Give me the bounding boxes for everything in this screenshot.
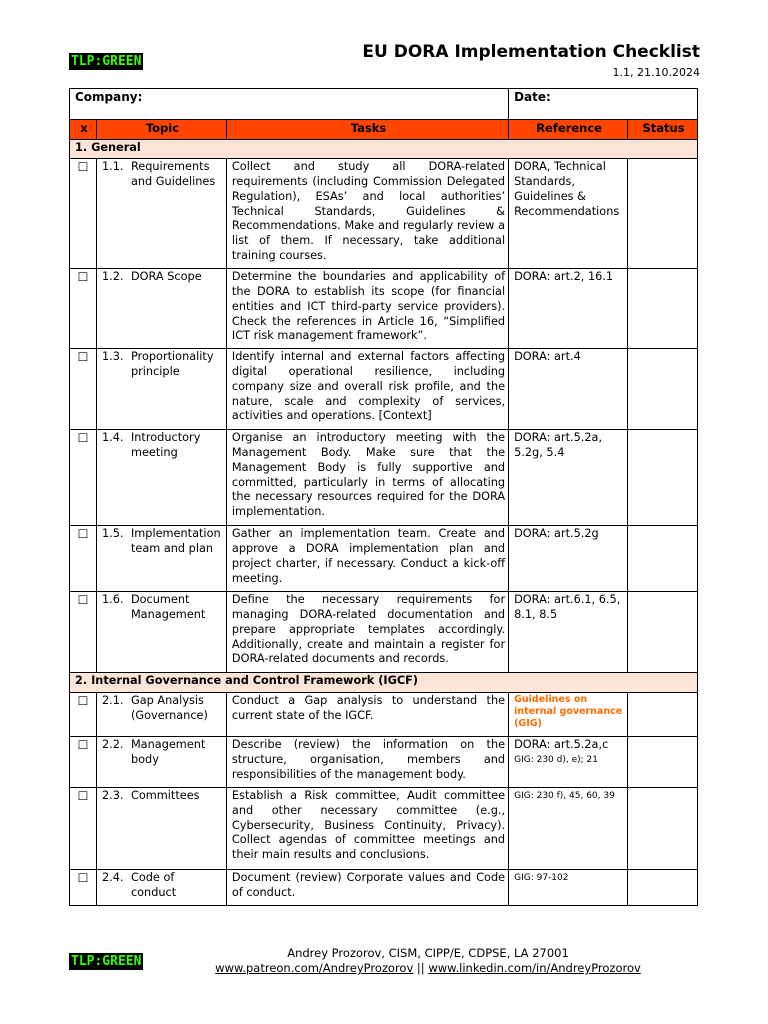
item-topic: Gap Analysis (Governance) bbox=[130, 694, 208, 722]
checkbox[interactable]: ☐ bbox=[70, 788, 97, 870]
item-task: Define the necessary requirements for managing DORA-related documentation and prepare appropriate templates accordingly. Additionally, create and maintain a register for DORA-related documents and records. bbox=[226, 592, 508, 673]
item-task: Organise an introductory meeting with the Management Body. Make sure that the Management Body is fully supportive and committed, particularly in terms of allocating the necessary resources required for the DORA implementation. bbox=[226, 430, 508, 526]
item-status[interactable] bbox=[628, 159, 698, 269]
item-status[interactable] bbox=[628, 349, 698, 430]
col-tasks: Tasks bbox=[226, 120, 508, 140]
company-date-row bbox=[70, 89, 698, 120]
item-task: Gather an implementation team. Create and approve a DORA implementation plan and project charter, if necessary. Conduct a kick-off meeting. bbox=[226, 526, 508, 592]
checkbox[interactable]: ☐ bbox=[70, 159, 97, 269]
item-task: Document (review) Corporate values and Code of conduct. bbox=[226, 870, 508, 906]
item-topic: Introductory meeting bbox=[130, 431, 201, 460]
section-title: 2. Internal Governance and Control Framework (IGCF) bbox=[70, 673, 698, 693]
item-reference: DORA, Technical Standards, Guidelines & Recommendations bbox=[509, 159, 628, 269]
checkbox[interactable]: ☐ bbox=[70, 269, 97, 349]
item-reference: DORA: art.5.2a, 5.2g, 5.4 bbox=[509, 430, 628, 526]
item-status[interactable] bbox=[628, 526, 698, 592]
item-number: 2.4. bbox=[101, 871, 124, 885]
item-task: Describe (review) the information on the structure, organisation, members and responsibilities of the management body. bbox=[226, 737, 508, 788]
linkedin-link[interactable]: www.linkedin.com/in/AndreyProzorov bbox=[428, 961, 641, 975]
col-topic: Topic bbox=[96, 120, 226, 140]
section-igcf bbox=[70, 673, 698, 693]
item-reference: DORA: art.5.2g bbox=[509, 526, 628, 592]
table-row bbox=[70, 693, 698, 737]
item-number: 1.4. bbox=[101, 431, 124, 445]
item-reference: DORA: art.2, 16.1 bbox=[509, 269, 628, 349]
item-topic: Document Management bbox=[130, 593, 206, 622]
table-row bbox=[70, 430, 698, 526]
patreon-link[interactable]: www.patreon.com/AndreyProzorov bbox=[215, 961, 414, 975]
checkbox[interactable]: ☐ bbox=[70, 693, 97, 737]
item-task: Establish a Risk committee, Audit committee and other necessary committee (e.g., Cybersecurity, Business Continuity, Privacy). Collect agendas of committee meetings and their main results and conclusions. bbox=[226, 788, 508, 870]
item-reference: GIG: 97-102 bbox=[509, 870, 628, 906]
footer-author: Andrey Prozorov, CISM, CIPP/E, CDPSE, LA 27001 bbox=[287, 946, 569, 960]
item-status[interactable] bbox=[628, 788, 698, 870]
col-x: x bbox=[70, 120, 97, 140]
item-status[interactable] bbox=[628, 693, 698, 737]
item-number: 1.1. bbox=[101, 160, 124, 174]
item-number: 1.6. bbox=[101, 593, 124, 607]
footer-links bbox=[200, 961, 656, 976]
item-status[interactable] bbox=[628, 870, 698, 906]
table-row bbox=[70, 592, 698, 673]
table-row bbox=[70, 526, 698, 592]
checkbox[interactable]: ☐ bbox=[70, 870, 97, 906]
checkbox[interactable]: ☐ bbox=[70, 526, 97, 592]
item-reference: Guidelines on internal governance (GIG) bbox=[509, 693, 628, 737]
item-topic: DORA Scope bbox=[130, 270, 202, 284]
item-reference bbox=[509, 737, 628, 788]
item-number: 1.5. bbox=[101, 527, 124, 541]
table-row bbox=[70, 269, 698, 349]
checkbox[interactable]: ☐ bbox=[70, 737, 97, 788]
item-reference-gig: GIG: 230 d), e); 21 bbox=[514, 754, 598, 765]
item-reference: GIG: 230 f), 45, 60, 39 bbox=[509, 788, 628, 870]
section-general bbox=[70, 139, 698, 159]
item-reference-main: DORA: art.5.2a,c bbox=[514, 738, 609, 752]
item-task: Collect and study all DORA-related requirements (including Commission Delegated Regulation), ESAs’ and local authorities’ Technical Standards, Guidelines & Recommendations. Make and regularly review a list of them. If necessary, take additional training courses. bbox=[226, 159, 508, 269]
company-field[interactable]: Company: bbox=[70, 89, 509, 120]
table-row bbox=[70, 159, 698, 269]
item-status[interactable] bbox=[628, 592, 698, 673]
item-topic: Proportionality principle bbox=[130, 350, 214, 379]
item-topic: Code of conduct bbox=[130, 871, 177, 899]
table-header bbox=[70, 120, 698, 140]
item-topic: Committees bbox=[130, 789, 200, 803]
section-title: 1. General bbox=[70, 139, 698, 159]
item-reference: DORA: art.4 bbox=[509, 349, 628, 430]
item-task: Conduct a Gap analysis to understand the current state of the IGCF. bbox=[226, 693, 508, 737]
table-row bbox=[70, 349, 698, 430]
item-reference: DORA: art.6.1, 6.5, 8.1, 8.5 bbox=[509, 592, 628, 673]
checkbox[interactable]: ☐ bbox=[70, 349, 97, 430]
item-topic: Requirements and Guidelines bbox=[130, 160, 216, 189]
item-number: 1.3. bbox=[101, 350, 124, 364]
tlp-label-bottom: TLP:GREEN bbox=[71, 954, 142, 969]
tlp-label-top: TLP:GREEN bbox=[71, 54, 142, 69]
item-number: 2.3. bbox=[101, 789, 124, 803]
table-row bbox=[70, 737, 698, 788]
page-title: EU DORA Implementation Checklist bbox=[362, 42, 700, 62]
item-topic: Management body bbox=[130, 738, 206, 766]
item-status[interactable] bbox=[628, 737, 698, 788]
item-task: Determine the boundaries and applicability of the DORA to establish its scope (for financial entities and ICT third-party service providers). Check the references in Article 16, “Simplified ICT risk management framework”. bbox=[226, 269, 508, 349]
table-row bbox=[70, 788, 698, 870]
checkbox[interactable]: ☐ bbox=[70, 430, 97, 526]
checkbox[interactable]: ☐ bbox=[70, 592, 97, 673]
item-number: 2.1. bbox=[101, 694, 124, 708]
item-status[interactable] bbox=[628, 269, 698, 349]
col-reference: Reference bbox=[509, 120, 628, 140]
version-date: 1.1, 21.10.2024 bbox=[612, 66, 700, 79]
item-number: 2.2. bbox=[101, 738, 124, 752]
col-status: Status bbox=[628, 120, 698, 140]
footer bbox=[200, 946, 656, 976]
link-separator: || bbox=[413, 961, 429, 975]
item-status[interactable] bbox=[628, 430, 698, 526]
checklist-table bbox=[69, 88, 698, 906]
item-topic: Implementation team and plan bbox=[130, 527, 221, 556]
item-number: 1.2. bbox=[101, 270, 124, 284]
table-row bbox=[70, 870, 698, 906]
date-field[interactable]: Date: bbox=[509, 89, 698, 120]
item-task: Identify internal and external factors affecting digital operational resilience, including company size and overall risk profile, and the nature, scale and complexity of services, activities and operations. [Context] bbox=[226, 349, 508, 430]
